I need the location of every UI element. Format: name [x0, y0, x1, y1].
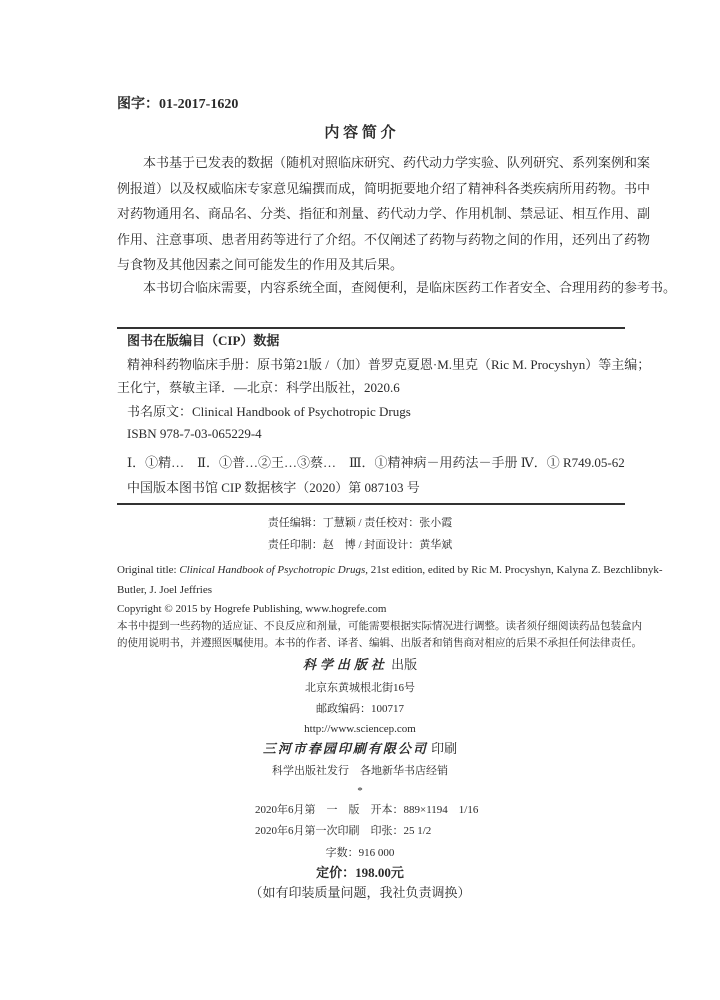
edition-info: 2020年6月第 一 版 开本：889×1194 1/16: [255, 804, 479, 816]
original-authors: Butler, J. Joel Jeffries: [117, 584, 212, 596]
distribution: 科学出版社发行 各地新华书店经销: [272, 765, 448, 777]
disclaimer-line: 本书中提到一些药物的适应证、不良反应和剂量，可能需要根据实际情况进行调整。读者须仔细阅读药品包装盒内: [117, 621, 642, 632]
original-book-title: Clinical Handbook of Psychotropic Drugs: [179, 564, 366, 576]
divider: [117, 327, 625, 329]
printer-suffix: 印刷: [431, 741, 458, 756]
address: 北京东黄城根北街16号: [305, 682, 415, 694]
cip-number: 中国版本图书馆 CIP 数据核字（2020）第 087103 号: [127, 480, 420, 495]
summary-paragraph-2: 本书切合临床需要，内容系统全面，查阅便利，是临床医药工作者安全、合理用药的参考书。: [143, 280, 677, 295]
summary-line: 与食物及其他因素之间可能发生的作用及其后果。: [117, 257, 404, 272]
original-title: [117, 562, 663, 578]
staff-line: 责任编辑：丁慧颖 / 责任校对：张小霞: [267, 517, 453, 529]
postcode: 邮政编码：100717: [316, 703, 404, 715]
classification: Ⅰ．①精… Ⅱ．①普…②王…③蔡… Ⅲ．①精神病－用药法－手册 Ⅳ．① R749.05-62: [127, 455, 625, 470]
printer-name: 三河市春园印刷有限公司: [262, 741, 428, 756]
isbn: ISBN 978-7-03-065229-4: [127, 426, 262, 441]
website: http://www.sciencep.com: [304, 723, 416, 735]
printer: [0, 741, 720, 757]
original-title-prefix: Original title:: [117, 564, 180, 576]
cip-heading: 图书在版编目（CIP）数据: [127, 333, 280, 348]
summary-line: 作用、注意事项、患者用药等进行了介绍。不仅阐述了药物与药物之间的作用，还列出了药物: [117, 232, 651, 247]
printing-info: 2020年6月第一次印刷 印张：25 1/2: [255, 825, 432, 837]
disclaimer-line: 的使用说明书，并遵照医嘱使用。本书的作者、译者、编辑、出版者和销售商对相应的后果不承担任何法律责任。: [117, 638, 642, 649]
summary-title: 内 容 简 介: [324, 125, 396, 141]
word-count: 字数：916 000: [325, 847, 395, 859]
separator-star: *: [357, 785, 363, 797]
summary-line: 本书基于已发表的数据（随机对照临床研究、药代动力学实验、队列研究、系列案例和案: [143, 155, 651, 170]
summary-line: 例报道）以及权威临床专家意见编撰而成，简明扼要地介绍了精神科各类疾病所用药物。书中: [117, 181, 651, 196]
copyright-line: Copyright © 2015 by Hogrefe Publishing, www.hogrefe.com: [117, 603, 387, 615]
price: 定价：198.00元: [316, 865, 404, 880]
original-title-rest: , 21st edition, edited by Ric M. Procyshyn, Kalyna Z. Bezchlibnyk-: [365, 564, 663, 576]
publisher: [0, 657, 720, 673]
cip-line: 王化宁，蔡敏主译．—北京：科学出版社，2020.6: [117, 380, 400, 395]
publisher-suffix: 出版: [391, 657, 418, 672]
publisher-logo-text: 科学出版社: [302, 657, 388, 672]
quality-notice: （如有印装质量问题，我社负责调换）: [249, 885, 471, 900]
staff-line: 责任印制：赵 博 / 封面设计：黄华斌: [267, 539, 453, 551]
divider: [117, 503, 625, 505]
summary-line: 对药物通用名、商品名、分类、指征和剂量、药代动力学、作用机制、禁忌证、相互作用、副: [117, 206, 651, 221]
cip-line: 精神科药物临床手册：原书第21版 /（加）普罗克夏恩·M.里克（Ric M. Procyshyn）等主编；: [127, 357, 651, 372]
cip-line: 书名原文：Clinical Handbook of Psychotropic Drugs: [127, 404, 411, 419]
copyright-registration: 图字：01-2017-1620: [117, 97, 239, 112]
